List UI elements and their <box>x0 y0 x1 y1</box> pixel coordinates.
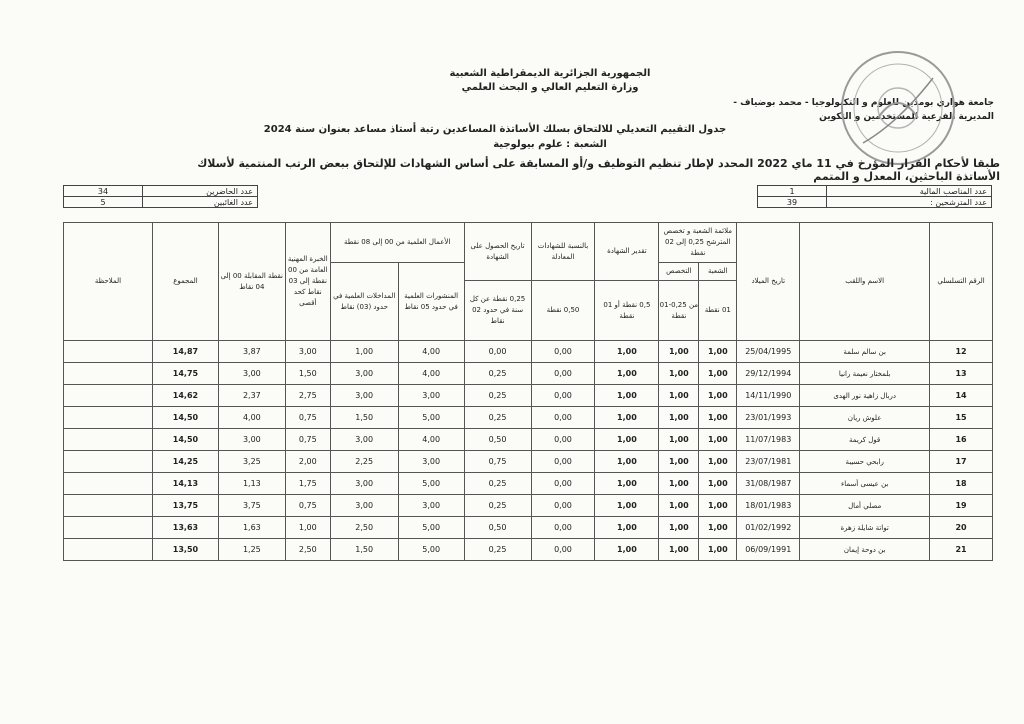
summary-value: 39 <box>758 197 827 208</box>
row-branch: 1,00 <box>699 473 737 495</box>
row-pubs: 3,00 <box>398 451 464 473</box>
col-fit-group-header: ملائمة الشعبة و تخصص المترشح 0,25 إلى 02 نقطة <box>659 223 737 263</box>
evaluation-table <box>63 222 993 561</box>
row-seq: 15 <box>930 407 993 429</box>
row-date: 0,75 <box>464 451 531 473</box>
row-interview: 1,63 <box>218 517 285 539</box>
row-exp: 1,00 <box>285 517 330 539</box>
row-birth: 18/01/1983 <box>737 495 800 517</box>
col-seq-header: الرقم التسلسلي <box>930 223 993 341</box>
row-pubs: 3,00 <box>398 495 464 517</box>
row-spec: 1,00 <box>659 341 699 363</box>
summary-value: 1 <box>758 186 827 197</box>
row-name: مصلي أمال <box>800 495 930 517</box>
row-pubs: 5,00 <box>398 407 464 429</box>
row-degree: 1,00 <box>595 473 659 495</box>
row-seq: 21 <box>930 539 993 561</box>
row-name: رابحي حسيبة <box>800 451 930 473</box>
row-exp: 2,75 <box>285 385 330 407</box>
row-branch: 1,00 <box>699 341 737 363</box>
row-seq: 13 <box>930 363 993 385</box>
decree-text: طبقا لأحكام القرار المؤرخ في 11 ماي 2022 المحدد لإطار تنظيم التوظيف و/أو المسابقة على أساس الشهادات للإلتحاق ببعض الرتب المنتمية لأسلاك الأساتذة الباحثين، المعدل و المتمم <box>197 157 1000 183</box>
summary-label: عدد المترشحين : <box>827 197 992 208</box>
row-name: علوش ريان <box>800 407 930 429</box>
row-exp: 0,75 <box>285 429 330 451</box>
table-row <box>64 517 993 539</box>
row-total: 14,62 <box>152 385 218 407</box>
row-equiv: 0,00 <box>531 539 595 561</box>
row-confs: 1,00 <box>330 341 398 363</box>
row-pubs: 5,00 <box>398 539 464 561</box>
row-equiv: 0,00 <box>531 517 595 539</box>
summary-row <box>758 197 992 208</box>
row-total: 13,63 <box>152 517 218 539</box>
row-birth: 06/09/1991 <box>737 539 800 561</box>
summary-left-table <box>63 185 258 208</box>
row-spec: 1,00 <box>659 495 699 517</box>
republic-title: الجمهورية الجزائرية الديمقراطية الشعبية <box>449 68 651 79</box>
row-exp: 1,50 <box>285 363 330 385</box>
row-birth: 14/11/1990 <box>737 385 800 407</box>
row-equiv: 0,00 <box>531 451 595 473</box>
ministry-title: وزارة التعليم العالي و البحث العلمي <box>461 82 639 93</box>
row-date: 0,50 <box>464 517 531 539</box>
row-branch: 1,00 <box>699 495 737 517</box>
row-date: 0,50 <box>464 429 531 451</box>
row-confs: 1,50 <box>330 407 398 429</box>
row-name: بلمختار نعيمة رانيا <box>800 363 930 385</box>
col-date-points: 0,25 نقطة عن كل سنة في حدود 02 نقاط <box>464 281 531 341</box>
col-pubs-header: المنشورات العلمية في حدود 05 نقاط <box>398 263 464 341</box>
row-degree: 1,00 <box>595 539 659 561</box>
table-row <box>64 473 993 495</box>
row-date: 0,25 <box>464 539 531 561</box>
row-name: دربال زاهية نور الهدى <box>800 385 930 407</box>
table-row <box>64 451 993 473</box>
row-date: 0,25 <box>464 473 531 495</box>
row-interview: 3,00 <box>218 429 285 451</box>
row-total: 14,87 <box>152 341 218 363</box>
row-spec: 1,00 <box>659 473 699 495</box>
row-interview: 4,00 <box>218 407 285 429</box>
row-birth: 01/02/1992 <box>737 517 800 539</box>
row-equiv: 0,00 <box>531 385 595 407</box>
col-degree-points: 0,5 نقطة أو 01 نقطة <box>595 281 659 341</box>
row-confs: 3,00 <box>330 473 398 495</box>
row-name: بن دوحة إيمان <box>800 539 930 561</box>
col-date-header: تاريخ الحصول على الشهادة <box>464 223 531 281</box>
row-total: 13,50 <box>152 539 218 561</box>
row-interview: 2,37 <box>218 385 285 407</box>
row-name: تواتة شايلة زهرة <box>800 517 930 539</box>
row-pubs: 4,00 <box>398 363 464 385</box>
row-equiv: 0,00 <box>531 473 595 495</box>
row-birth: 23/01/1993 <box>737 407 800 429</box>
row-interview: 1,13 <box>218 473 285 495</box>
summary-right-table <box>757 185 992 208</box>
summary-row <box>64 197 258 208</box>
row-degree: 1,00 <box>595 407 659 429</box>
row-seq: 14 <box>930 385 993 407</box>
col-equiv-header: بالنسبة للشهادات المعادلة <box>531 223 595 281</box>
row-total: 14,75 <box>152 363 218 385</box>
header-row <box>64 223 993 263</box>
row-total: 14,50 <box>152 429 218 451</box>
col-total-header: المجموع <box>152 223 218 341</box>
row-exp: 1,75 <box>285 473 330 495</box>
row-total: 14,13 <box>152 473 218 495</box>
row-notes <box>64 517 153 539</box>
row-degree: 1,00 <box>595 451 659 473</box>
row-name: بن سالم سلمة <box>800 341 930 363</box>
row-confs: 2,25 <box>330 451 398 473</box>
row-interview: 1,25 <box>218 539 285 561</box>
row-degree: 1,00 <box>595 517 659 539</box>
table-row <box>64 495 993 517</box>
summary-value: 34 <box>64 186 143 197</box>
row-confs: 3,00 <box>330 429 398 451</box>
row-spec: 1,00 <box>659 429 699 451</box>
row-interview: 3,75 <box>218 495 285 517</box>
row-pubs: 3,00 <box>398 385 464 407</box>
row-notes <box>64 341 153 363</box>
row-degree: 1,00 <box>595 341 659 363</box>
row-total: 14,25 <box>152 451 218 473</box>
row-notes <box>64 385 153 407</box>
specialty-label: الشعبة : علوم بيولوجية <box>493 139 607 150</box>
row-confs: 3,00 <box>330 363 398 385</box>
summary-value: 5 <box>64 197 143 208</box>
official-stamp-icon <box>838 48 958 168</box>
row-date: 0,25 <box>464 363 531 385</box>
row-notes <box>64 407 153 429</box>
col-exp-header: الخبرة المهنية العامة من 00 نقطة إلى 03 نقاط كحد أقصى <box>285 223 330 341</box>
row-pubs: 5,00 <box>398 517 464 539</box>
row-name: بن عيسى أسماء <box>800 473 930 495</box>
col-birth-header: تاريخ الميلاد <box>737 223 800 341</box>
row-interview: 3,25 <box>218 451 285 473</box>
row-equiv: 0,00 <box>531 407 595 429</box>
row-spec: 1,00 <box>659 385 699 407</box>
row-degree: 1,00 <box>595 385 659 407</box>
row-spec: 1,00 <box>659 539 699 561</box>
table-row <box>64 385 993 407</box>
row-birth: 25/04/1995 <box>737 341 800 363</box>
summary-label: عدد الحاضرين <box>143 186 258 197</box>
summary-row <box>64 186 258 197</box>
row-seq: 18 <box>930 473 993 495</box>
row-date: 0,25 <box>464 385 531 407</box>
col-works-header: الأعمال العلمية من 00 إلى 08 نقطة <box>330 223 464 263</box>
university-name: جامعة هواري بومدين للعلوم و التكنولوجيا - محمد بوضياف - <box>733 98 994 108</box>
row-pubs: 4,00 <box>398 341 464 363</box>
table-row <box>64 539 993 561</box>
row-equiv: 0,00 <box>531 429 595 451</box>
row-birth: 29/12/1994 <box>737 363 800 385</box>
row-total: 14,50 <box>152 407 218 429</box>
row-date: 0,25 <box>464 407 531 429</box>
row-seq: 20 <box>930 517 993 539</box>
row-spec: 1,00 <box>659 407 699 429</box>
row-notes <box>64 429 153 451</box>
col-equiv-points: 0,50 نقطة <box>531 281 595 341</box>
row-date: 0,00 <box>464 341 531 363</box>
evaluation-title: جدول التقييم التعديلي للالتحاق بسلك الأساتذة المساعدين رتبة أستاذ مساعد بعنوان سنة 2024 <box>263 124 727 135</box>
row-spec: 1,00 <box>659 517 699 539</box>
col-branch-points: 01 نقطة <box>699 281 737 341</box>
row-equiv: 0,00 <box>531 341 595 363</box>
row-exp: 2,00 <box>285 451 330 473</box>
row-confs: 3,00 <box>330 385 398 407</box>
row-degree: 1,00 <box>595 495 659 517</box>
row-interview: 3,87 <box>218 341 285 363</box>
col-spec-points: من 0,25-01 نقطة <box>659 281 699 341</box>
summary-label: عدد المناصب المالية <box>827 186 992 197</box>
row-total: 13,75 <box>152 495 218 517</box>
row-birth: 11/07/1983 <box>737 429 800 451</box>
row-confs: 1,50 <box>330 539 398 561</box>
row-exp: 3,00 <box>285 341 330 363</box>
row-branch: 1,00 <box>699 539 737 561</box>
row-birth: 23/07/1981 <box>737 451 800 473</box>
row-exp: 0,75 <box>285 407 330 429</box>
col-interview-header: نقطة المقابلة 00 إلى 04 نقاط <box>218 223 285 341</box>
row-notes <box>64 451 153 473</box>
row-name: قول كريمة <box>800 429 930 451</box>
table-body <box>64 341 993 561</box>
row-branch: 1,00 <box>699 429 737 451</box>
table-row <box>64 363 993 385</box>
col-spec-header: التخصص <box>659 263 699 281</box>
row-pubs: 5,00 <box>398 473 464 495</box>
row-equiv: 0,00 <box>531 363 595 385</box>
row-seq: 12 <box>930 341 993 363</box>
row-spec: 1,00 <box>659 363 699 385</box>
col-notes-header: الملاحظة <box>64 223 153 341</box>
col-confs-header: المداخلات العلمية في حدود (03) نقاط <box>330 263 398 341</box>
col-branch-header: الشعبة <box>699 263 737 281</box>
summary-row <box>758 186 992 197</box>
row-exp: 0,75 <box>285 495 330 517</box>
row-date: 0,25 <box>464 495 531 517</box>
col-name-header: الاسم واللقب <box>800 223 930 341</box>
row-seq: 16 <box>930 429 993 451</box>
row-confs: 3,00 <box>330 495 398 517</box>
row-exp: 2,50 <box>285 539 330 561</box>
row-notes <box>64 539 153 561</box>
row-branch: 1,00 <box>699 451 737 473</box>
row-notes <box>64 495 153 517</box>
row-spec: 1,00 <box>659 451 699 473</box>
table-row <box>64 407 993 429</box>
table-row <box>64 341 993 363</box>
row-notes <box>64 473 153 495</box>
row-interview: 3,00 <box>218 363 285 385</box>
row-branch: 1,00 <box>699 385 737 407</box>
row-seq: 19 <box>930 495 993 517</box>
row-confs: 2,50 <box>330 517 398 539</box>
row-degree: 1,00 <box>595 429 659 451</box>
directorate-name: المديرية الفرعية للمستخدمين و التكوين <box>819 112 994 122</box>
row-seq: 17 <box>930 451 993 473</box>
row-branch: 1,00 <box>699 517 737 539</box>
row-notes <box>64 363 153 385</box>
table-row <box>64 429 993 451</box>
row-equiv: 0,00 <box>531 495 595 517</box>
row-branch: 1,00 <box>699 363 737 385</box>
row-birth: 31/08/1987 <box>737 473 800 495</box>
row-pubs: 4,00 <box>398 429 464 451</box>
summary-label: عدد الغائبين <box>143 197 258 208</box>
row-branch: 1,00 <box>699 407 737 429</box>
col-degree-header: تقدير الشهادة <box>595 223 659 281</box>
row-degree: 1,00 <box>595 363 659 385</box>
